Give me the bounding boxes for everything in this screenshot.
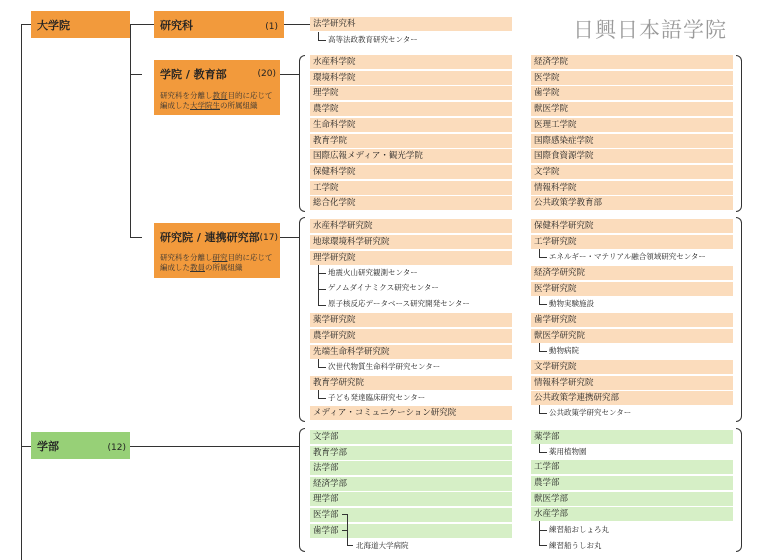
kenkyuin-sentan[interactable]: 先端生命科学研究院 xyxy=(310,345,512,359)
institute-brace-link xyxy=(280,237,300,238)
institute-note: 研究科を分離し研究目的に応じて 編成した教員の所属組織 xyxy=(160,253,273,272)
kenkyuin-kyoiku[interactable]: 教育学研究院 xyxy=(310,376,512,390)
kenkyuin-media[interactable]: メディア・コミュニケーション研究院 xyxy=(310,406,512,420)
gakuin-right-item[interactable]: 情報科学院 xyxy=(531,181,733,195)
rigaku-sub-2: ゲノムダイナミクス研究センター xyxy=(328,283,439,292)
graduate-research-label: 研究科 xyxy=(160,19,193,32)
gakuin-right-item[interactable]: 国際食資源学院 xyxy=(531,149,733,163)
kenkyuin-juigaku[interactable]: 獣医学研究院 xyxy=(531,329,733,343)
kenkyuin-brace-right xyxy=(736,217,742,422)
yakugaku-sub: 薬用植物園 xyxy=(549,447,587,456)
gakubu-left-item[interactable]: 法学部 xyxy=(310,461,512,475)
gakubu-yakugaku[interactable]: 薬学部 xyxy=(531,430,733,444)
gakuin-left-item[interactable]: 生命科学院 xyxy=(310,118,512,132)
school-brace-link xyxy=(280,74,300,75)
hospital-sub: 北海道大学病院 xyxy=(356,541,409,550)
graduate-school-label: 大学院 xyxy=(37,19,70,32)
gakuin-right-item[interactable]: 医理工学院 xyxy=(531,118,733,132)
gakubu-juigaku[interactable]: 獣医学部 xyxy=(531,492,733,506)
sentan-sub: 次世代物質生命科学研究センター xyxy=(328,362,441,371)
gakubu-left-item[interactable]: 経済学部 xyxy=(310,477,512,491)
yakugaku-hook xyxy=(539,444,547,453)
suisan-sub-2: 練習船うしお丸 xyxy=(549,541,602,550)
igaku-hook xyxy=(539,296,547,305)
suisan-hook-2 xyxy=(539,530,547,546)
trunk-line xyxy=(21,24,22,560)
watermark-title: 日興日本語学院 xyxy=(573,18,727,42)
rigaku-sub-3: 原子核反応データベース研究開発センター xyxy=(328,299,470,308)
institute-label: 研究院 / 連携研究部 xyxy=(160,231,260,244)
institute-count: (17) xyxy=(259,233,278,243)
graduate-research-box[interactable] xyxy=(154,11,284,38)
kenkyuin-suisan[interactable]: 水産科学研究院 xyxy=(310,219,512,233)
kenkyuin-chikyu[interactable]: 地球環境科学研究院 xyxy=(310,235,512,249)
igaku-sub: 動物実験施設 xyxy=(549,299,594,308)
rigaku-sub-1: 地震火山研究観測センター xyxy=(328,268,418,277)
gakuin-left-item[interactable]: 保健科学院 xyxy=(310,165,512,179)
grad-branch-line xyxy=(130,24,131,237)
gakubu-left-item[interactable]: 理学部 xyxy=(310,492,512,506)
school-edu-label: 学院 / 教育部 xyxy=(160,68,227,81)
faculty-connector xyxy=(21,446,31,447)
juigaku-hook xyxy=(539,343,547,352)
hospital-bracket-vert xyxy=(347,514,348,545)
gakuin-left-item[interactable]: 国際広報メディア・観光学院 xyxy=(310,149,512,163)
grad-root-link xyxy=(130,24,154,25)
gakuin-left-item[interactable]: 理学院 xyxy=(310,86,512,100)
kenkyuin-hoken[interactable]: 保健科学研究院 xyxy=(531,219,733,233)
gakuin-left-item[interactable]: 教育学院 xyxy=(310,134,512,148)
kenkyuin-nogaku[interactable]: 農学研究院 xyxy=(310,329,512,343)
gakuin-right-item[interactable]: 文学院 xyxy=(531,165,733,179)
kenkyuin-yakugaku[interactable]: 薬学研究院 xyxy=(310,313,512,327)
faculty-box[interactable] xyxy=(31,432,130,459)
kyoiku-sub: 子ども発達臨床研究センター xyxy=(328,393,426,402)
gakuin-left-item[interactable]: 工学院 xyxy=(310,181,512,195)
suisan-sub-1: 練習船おしょろ丸 xyxy=(549,525,609,534)
kokyo-sub: 公共政策学研究センター xyxy=(549,408,632,417)
gakuin-left-item[interactable]: 総合化学院 xyxy=(310,196,512,210)
graduate-research-count: (1) xyxy=(265,22,278,32)
hospital-bracket-out xyxy=(347,545,353,546)
rigaku-hook-2 xyxy=(318,273,326,290)
gakuin-left-item[interactable]: 農学院 xyxy=(310,102,512,116)
juigaku-sub: 動物病院 xyxy=(549,346,579,355)
gakubu-left-item[interactable]: 教育学部 xyxy=(310,446,512,460)
kenkyuin-kogaku[interactable]: 工学研究院 xyxy=(531,235,733,249)
school-link xyxy=(130,74,142,75)
kenkyuin-shigaku[interactable]: 歯学研究院 xyxy=(531,313,733,327)
gakubu-kogaku[interactable]: 工学部 xyxy=(531,460,733,474)
gakubu-left-item[interactable]: 歯学部 xyxy=(310,524,512,538)
kyoiku-hook xyxy=(318,390,326,399)
gakubu-brace-right xyxy=(736,428,742,552)
kenkyuin-brace-left xyxy=(299,217,305,422)
faculty-count: (12) xyxy=(107,443,126,453)
institute-link xyxy=(130,237,142,238)
gakuin-right-item[interactable]: 医学院 xyxy=(531,71,733,85)
law-link xyxy=(284,24,310,25)
law-sub-hook xyxy=(318,32,326,41)
gakubu-left-item[interactable]: 文学部 xyxy=(310,430,512,444)
gakuin-brace-left xyxy=(299,55,305,212)
root-connector xyxy=(21,24,31,25)
hospital-bracket-mid xyxy=(342,530,347,531)
school-edu-note: 研究科を分離し教育目的に応じて 編成した大学院生の所属組織 xyxy=(160,91,273,110)
gakuin-right-item[interactable]: 獣医学院 xyxy=(531,102,733,116)
kenkyuin-joho[interactable]: 情報科学研究院 xyxy=(531,376,733,390)
kenkyuin-kokyo[interactable]: 公共政策学連携研究部 xyxy=(531,391,733,405)
school-edu-count: (20) xyxy=(257,69,276,79)
law-sub-center: 高等法政教育研究センター xyxy=(328,35,418,44)
faculty-brace-link xyxy=(130,446,300,447)
rigaku-hook-3 xyxy=(318,289,326,306)
gakuin-left-item[interactable]: 水産科学院 xyxy=(310,55,512,69)
gakuin-brace-right xyxy=(736,55,742,212)
gakuin-left-item[interactable]: 環境科学院 xyxy=(310,71,512,85)
gakuin-right-item[interactable]: 公共政策学教育部 xyxy=(531,196,733,210)
faculty-label: 学部 xyxy=(37,440,59,453)
gakubu-left-item[interactable]: 医学部 xyxy=(310,508,512,522)
gakubu-nogaku[interactable]: 農学部 xyxy=(531,476,733,490)
kokyo-hook xyxy=(539,405,547,414)
kenkyuin-keizai[interactable]: 経済学研究院 xyxy=(531,266,733,280)
gakuin-right-item[interactable]: 歯学院 xyxy=(531,86,733,100)
kenkyuin-bungaku[interactable]: 文学研究院 xyxy=(531,360,733,374)
law-school-item[interactable]: 法学研究科 xyxy=(310,17,512,31)
gakuin-right-item[interactable]: 国際感染症学院 xyxy=(531,134,733,148)
gakubu-suisan[interactable]: 水産学部 xyxy=(531,507,733,521)
sentan-hook xyxy=(318,359,326,368)
gakuin-right-item[interactable]: 経済学院 xyxy=(531,55,733,69)
graduate-school-box[interactable] xyxy=(31,11,130,38)
gakubu-brace-left xyxy=(299,428,305,552)
kenkyuin-igaku[interactable]: 医学研究院 xyxy=(531,282,733,296)
kenkyuin-rigaku[interactable]: 理学研究院 xyxy=(310,251,512,265)
kogaku-hook xyxy=(539,249,547,258)
kogaku-sub: エネルギー・マテリアル融合領域研究センター xyxy=(549,252,706,261)
